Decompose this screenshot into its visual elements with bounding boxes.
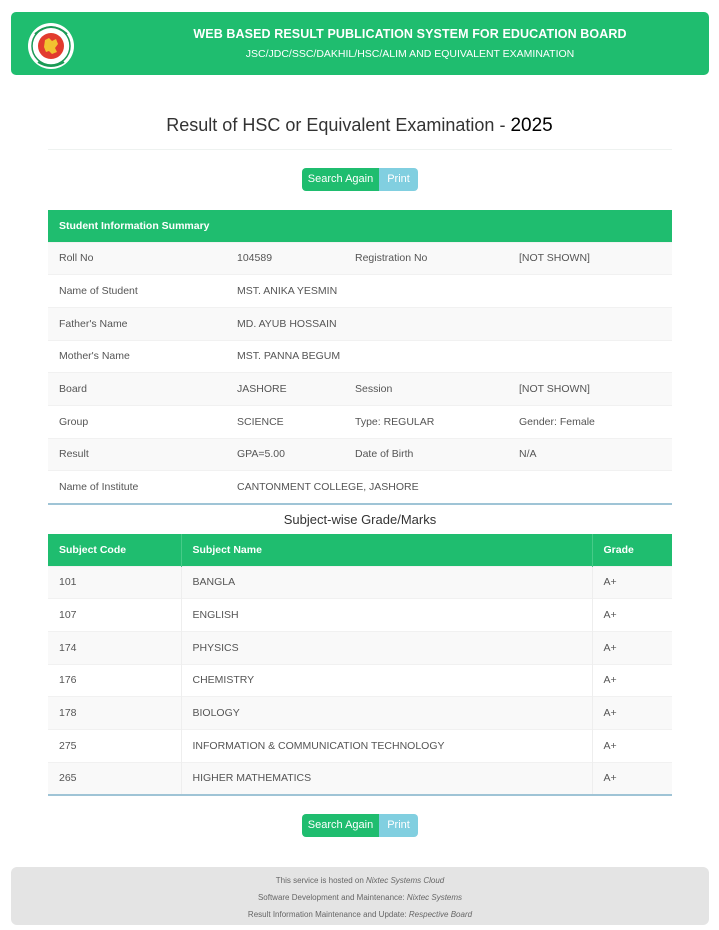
subject-grade: A+	[592, 566, 672, 599]
table-row	[48, 307, 672, 340]
subject-code: 265	[48, 762, 181, 795]
table-row	[48, 275, 672, 308]
info-value: [NOT SHOWN]	[508, 242, 672, 275]
subject-name: BIOLOGY	[181, 697, 592, 730]
table-row	[48, 599, 672, 632]
table-row	[48, 729, 672, 762]
info-label: Mother's Name	[48, 340, 226, 373]
table-row	[48, 697, 672, 730]
info-value: 104589	[226, 242, 344, 275]
search-again-button[interactable]: Search Again	[302, 168, 379, 191]
footer-maintenance-line	[11, 910, 709, 919]
title-divider	[48, 149, 672, 150]
subjects-title: Subject-wise Grade/Marks	[283, 512, 437, 527]
table-row	[48, 762, 672, 795]
info-label: Father's Name	[48, 307, 226, 340]
info-value: N/A	[508, 438, 672, 471]
page-title	[0, 115, 719, 137]
site-footer	[11, 867, 709, 925]
top-button-group	[302, 168, 418, 191]
table-row	[48, 664, 672, 697]
table-row	[48, 471, 672, 504]
subject-name: PHYSICS	[181, 631, 592, 664]
footer-text: Software Development and Maintenance:	[257, 893, 407, 902]
footer-emphasis: Respective Board	[408, 910, 473, 919]
footer-text: Result Information Maintenance and Update:	[247, 910, 409, 919]
subject-code: 176	[48, 664, 181, 697]
table-row	[48, 373, 672, 406]
info-label: Group	[48, 405, 226, 438]
subject-code: 275	[48, 729, 181, 762]
footer-hosting-line	[11, 876, 709, 885]
column-header-code: Subject Code	[48, 534, 181, 566]
table-row	[48, 405, 672, 438]
search-again-button[interactable]: Search Again	[302, 814, 379, 837]
table-row	[48, 242, 672, 275]
subject-name: HIGHER MATHEMATICS	[181, 762, 592, 795]
header-title: WEB BASED RESULT PUBLICATION SYSTEM FOR EDUCATION BOARD	[193, 27, 627, 41]
subject-grade: A+	[592, 599, 672, 632]
summary-header-row	[48, 210, 672, 242]
subject-code: 101	[48, 566, 181, 599]
footer-emphasis: Nixtec Systems	[406, 893, 463, 902]
subject-name: BANGLA	[181, 566, 592, 599]
header-subtitle: JSC/JDC/SSC/DAKHIL/HSC/ALIM AND EQUIVALENT EXAMINATION	[245, 48, 575, 60]
column-header-grade: Grade	[592, 534, 672, 566]
info-label: Result	[48, 438, 226, 471]
table-row	[48, 631, 672, 664]
info-value: JASHORE	[226, 373, 344, 406]
info-label: Registration No	[344, 242, 508, 275]
subject-code: 107	[48, 599, 181, 632]
info-value: GPA=5.00	[226, 438, 344, 471]
info-value: MST. ANIKA YESMIN	[226, 275, 672, 308]
info-label: Board	[48, 373, 226, 406]
info-label: Date of Birth	[344, 438, 508, 471]
subjects-header-row	[48, 534, 672, 566]
site-header	[11, 12, 709, 75]
info-label: Name of Institute	[48, 471, 226, 504]
footer-emphasis: Nixtec Systems Cloud	[366, 876, 445, 885]
info-value: [NOT SHOWN]	[508, 373, 672, 406]
info-value: CANTONMENT COLLEGE, JASHORE	[226, 471, 672, 504]
exam-year: 2025	[510, 115, 553, 136]
table-row	[48, 438, 672, 471]
print-button[interactable]: Print	[379, 814, 418, 837]
table-row	[48, 340, 672, 373]
subject-name: ENGLISH	[181, 599, 592, 632]
info-label: Name of Student	[48, 275, 226, 308]
subject-code: 178	[48, 697, 181, 730]
footer-text: This service is hosted on	[275, 876, 366, 885]
summary-heading: Student Information Summary	[48, 210, 672, 242]
info-label: Type: REGULAR	[344, 405, 508, 438]
subject-grade: A+	[592, 762, 672, 795]
table-row	[48, 566, 672, 599]
subject-grade: A+	[592, 697, 672, 730]
subject-grade: A+	[592, 664, 672, 697]
info-label: Roll No	[48, 242, 226, 275]
subject-grade: A+	[592, 729, 672, 762]
info-value: MD. AYUB HOSSAIN	[226, 307, 672, 340]
government-seal-icon	[25, 22, 77, 70]
bottom-button-group	[302, 814, 418, 837]
print-button[interactable]: Print	[379, 168, 418, 191]
subject-name: CHEMISTRY	[181, 664, 592, 697]
subject-grade: A+	[592, 631, 672, 664]
subject-code: 174	[48, 631, 181, 664]
info-label: Session	[344, 373, 508, 406]
page-title-text: Result of HSC or Equivalent Examination -	[166, 115, 511, 135]
subject-name: INFORMATION & COMMUNICATION TECHNOLOGY	[181, 729, 592, 762]
info-value: SCIENCE	[226, 405, 344, 438]
info-value: Gender: Female	[508, 405, 672, 438]
student-info-table	[48, 210, 672, 505]
info-value: MST. PANNA BEGUM	[226, 340, 672, 373]
footer-development-line	[11, 893, 709, 902]
subjects-table	[48, 534, 672, 796]
column-header-name: Subject Name	[181, 534, 592, 566]
